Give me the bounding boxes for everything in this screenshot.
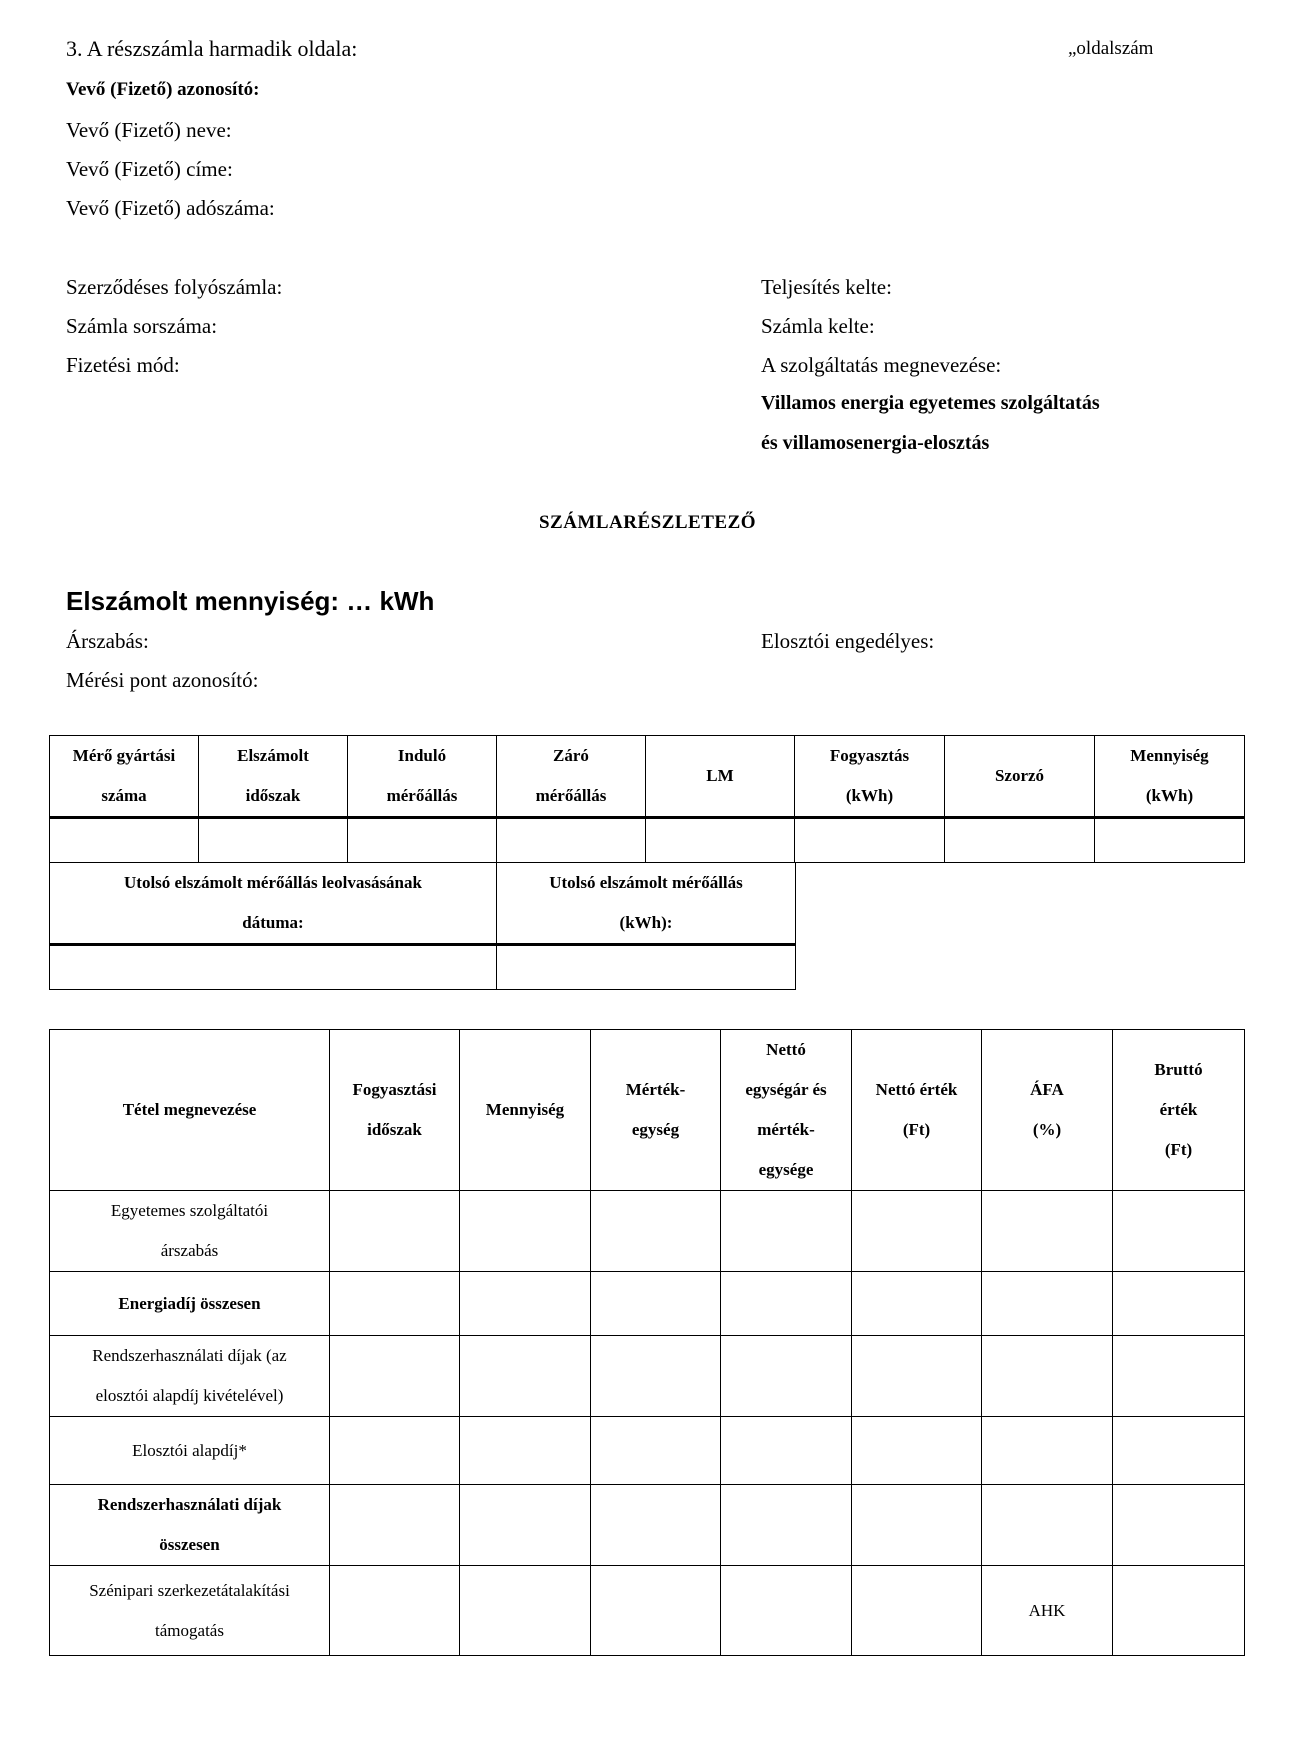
invoice-number-label: Számla sorszáma:: [66, 314, 218, 338]
meter-table-data-row: [50, 818, 1245, 863]
fulfillment-date-label: Teljesítés kelte:: [761, 275, 892, 299]
cell-last-reading-date[interactable]: [50, 945, 497, 990]
cell-lm[interactable]: [646, 818, 795, 863]
page-title: 3. A részszámla harmadik oldala:: [66, 36, 358, 61]
header-end-reading: Záró mérőállás: [497, 736, 646, 818]
cell-consumption[interactable]: [795, 818, 945, 863]
item-label: Szénipari szerkezetátalakítási támogatás: [50, 1566, 330, 1656]
last-reading-header-row: [50, 863, 796, 945]
distributor-label: Elosztói engedélyes:: [761, 629, 935, 653]
service-name-label: A szolgáltatás megnevezése:: [761, 353, 1002, 377]
service-name-line1: Villamos energia egyetemes szolgáltatás: [761, 392, 1100, 414]
service-name-line2: és villamosenergia-elosztás: [761, 432, 990, 454]
invoice-date-label: Számla kelte:: [761, 314, 875, 338]
item-label: Rendszerhasználati díjak (az elosztói alapdíj kivételével): [50, 1336, 330, 1417]
contract-account-label: Szerződéses folyószámla:: [66, 275, 283, 299]
header-item-quantity: Mennyiség: [460, 1030, 591, 1191]
table-row: [50, 1485, 1245, 1566]
table-row: [50, 1566, 1245, 1656]
item-label: Rendszerhasználati díjak összesen: [50, 1485, 330, 1566]
meter-table: [49, 735, 1245, 863]
item-label: Elosztói alapdíj*: [50, 1417, 330, 1485]
item-vat[interactable]: AHK: [982, 1566, 1113, 1656]
header-multiplier: Szorzó: [945, 736, 1095, 818]
table-row: [50, 1272, 1245, 1336]
header-billing-period: Elszámolt időszak: [199, 736, 348, 818]
header-quantity: Mennyiség (kWh): [1095, 736, 1245, 818]
header-consumption: Fogyasztás (kWh): [795, 736, 945, 818]
item-vat[interactable]: [982, 1417, 1113, 1485]
buyer-id-label: Vevő (Fizető) azonosító:: [66, 79, 260, 100]
buyer-address-label: Vevő (Fizető) címe:: [66, 157, 233, 181]
header-consumption-period: Fogyasztási időszak: [330, 1030, 460, 1191]
cell-last-reading-value[interactable]: [497, 945, 796, 990]
item-vat[interactable]: [982, 1191, 1113, 1272]
cell-end-reading[interactable]: [497, 818, 646, 863]
cell-multiplier[interactable]: [945, 818, 1095, 863]
meter-table-header-row: [50, 736, 1245, 818]
item-label: Energiadíj összesen: [50, 1272, 330, 1336]
tariff-label: Árszabás:: [66, 629, 149, 653]
cell-quantity[interactable]: [1095, 818, 1245, 863]
table-row: [50, 1191, 1245, 1272]
header-net-unit-price: Nettó egységár és mérték- egysége: [721, 1030, 852, 1191]
header-last-reading-value: Utolsó elszámolt mérőállás (kWh):: [497, 863, 796, 945]
table-row: [50, 1417, 1245, 1485]
header-start-reading: Induló mérőállás: [348, 736, 497, 818]
last-reading-table: [49, 862, 796, 990]
header-meter-serial: Mérő gyártási száma: [50, 736, 199, 818]
payment-method-label: Fizetési mód:: [66, 353, 180, 377]
header-net-value: Nettó érték (Ft): [852, 1030, 982, 1191]
cell-billing-period[interactable]: [199, 818, 348, 863]
header-item-name: Tétel megnevezése: [50, 1030, 330, 1191]
item-vat[interactable]: [982, 1336, 1113, 1417]
metering-point-label: Mérési pont azonosító:: [66, 668, 259, 692]
item-vat[interactable]: [982, 1485, 1113, 1566]
table-row: [50, 1336, 1245, 1417]
buyer-tax-label: Vevő (Fizető) adószáma:: [66, 196, 275, 220]
items-table: [49, 1029, 1245, 1656]
cell-start-reading[interactable]: [348, 818, 497, 863]
page-number-label: „oldalszám: [1068, 38, 1154, 59]
cell-meter-serial[interactable]: [50, 818, 199, 863]
item-vat[interactable]: [982, 1272, 1113, 1336]
item-label: Egyetemes szolgáltatói árszabás: [50, 1191, 330, 1272]
billed-quantity-title: Elszámolt mennyiség: … kWh: [66, 586, 435, 616]
header-last-reading-date: Utolsó elszámolt mérőállás leolvasásának dátuma:: [50, 863, 497, 945]
buyer-name-label: Vevő (Fizető) neve:: [66, 118, 232, 142]
header-gross-value: Bruttó érték (Ft): [1113, 1030, 1245, 1191]
header-lm: LM: [646, 736, 795, 818]
section-title: SZÁMLARÉSZLETEZŐ: [538, 512, 757, 533]
last-reading-data-row: [50, 945, 796, 990]
header-vat: ÁFA (%): [982, 1030, 1113, 1191]
header-unit: Mérték- egység: [591, 1030, 721, 1191]
items-table-header-row: [50, 1030, 1245, 1191]
